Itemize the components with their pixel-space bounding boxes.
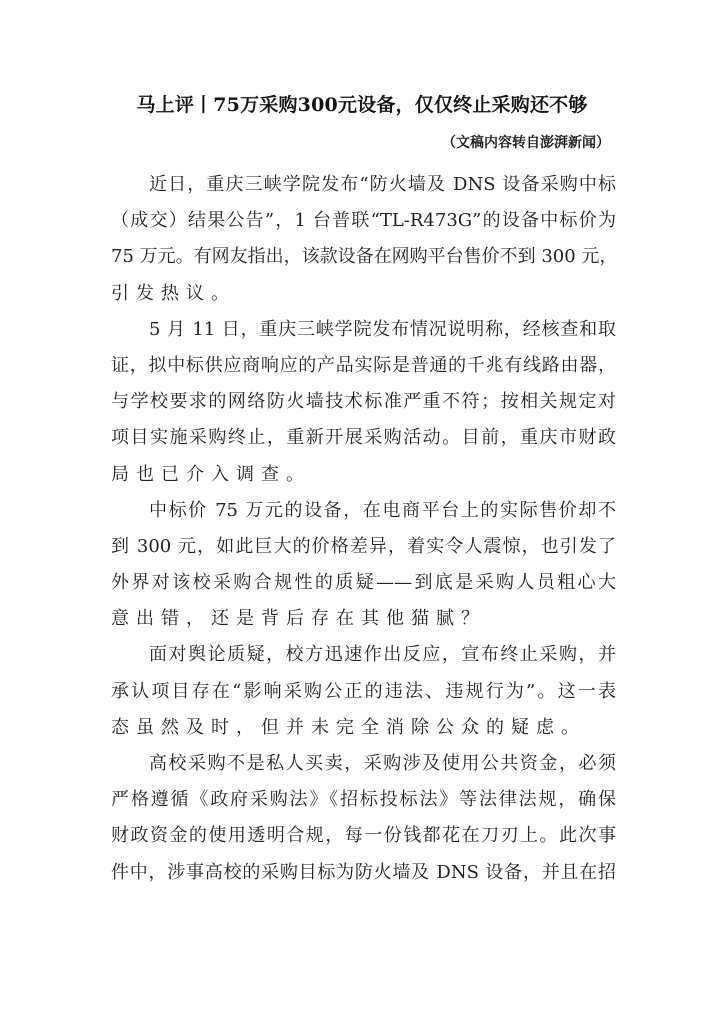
paragraph-line: 75 万元。有网友指出，该款设备在网购平台售价不到 300 元， — [111, 246, 618, 268]
article-title: 马上评丨75万采购300元设备，仅仅终止采购还不够 — [136, 94, 588, 116]
paragraph-line: 证，拟中标供应商响应的产品实际是普通的千兆有线路由器， — [111, 354, 616, 376]
paragraph-line: 中标价 75 万元的设备，在电商平台上的实际售价却不 — [149, 499, 616, 521]
paragraph-line: 高校采购不是私人买卖，采购涉及使用公共资金，必须 — [149, 753, 616, 774]
paragraph-1 — [111, 171, 616, 316]
paragraph-line: 引发热议。 — [111, 282, 236, 304]
paragraph-line: 近日，重庆三峡学院发布“防火墙及 DNS 设备采购中标 — [149, 174, 616, 195]
paragraph-line: 与学校要求的网络防火墙技术标准严重不符；按相关规定对 — [111, 391, 616, 413]
paragraph-4 — [111, 641, 616, 750]
paragraph-line: 5 月 11 日，重庆三峡学院发布情况说明称，经核查和取 — [149, 318, 616, 340]
paragraph-5 — [111, 750, 616, 895]
paragraph-line: 件中，涉事高校的采购目标为防火墙及 DNS 设备，并且在招 — [111, 861, 616, 883]
paragraph-3 — [111, 497, 616, 642]
paragraph-line: 项目实施采购终止，重新开展采购活动。目前，重庆市财政 — [111, 427, 616, 449]
paragraph-line: 态虽然及时，但并未完全消除公众的疑虑。 — [111, 716, 586, 738]
paragraph-line: 局也已介入调查。 — [111, 463, 311, 485]
article-body — [111, 171, 616, 895]
paragraph-line: 面对舆论质疑，校方迅速作出反应，宣布终止采购，并 — [149, 644, 616, 666]
paragraph-line: 意出错，还是背后存在其他猫腻？ — [111, 608, 486, 630]
source-note: （文稿内容转自澎湃新闻） — [442, 135, 610, 151]
paragraph-line: 严格遵循《政府采购法》《招标投标法》等法律法规，确保 — [111, 789, 616, 811]
paragraph-line: 外界对该校采购合规性的质疑——到底是采购人员粗心大 — [111, 572, 616, 594]
paragraph-line: （成交）结果公告”，1 台普联“TL-R473G”的设备中标价为 — [111, 210, 616, 232]
paragraph-line: 承认项目存在“影响采购公正的违法、违规行为”。这一表 — [111, 680, 616, 702]
paragraph-line: 财政资金的使用透明合规，每一份钱都花在刀刃上。此次事 — [111, 825, 616, 847]
paragraph-2 — [111, 316, 616, 497]
paragraph-line: 到 300 元，如此巨大的价格差异，着实令人震惊，也引发了 — [111, 535, 616, 557]
